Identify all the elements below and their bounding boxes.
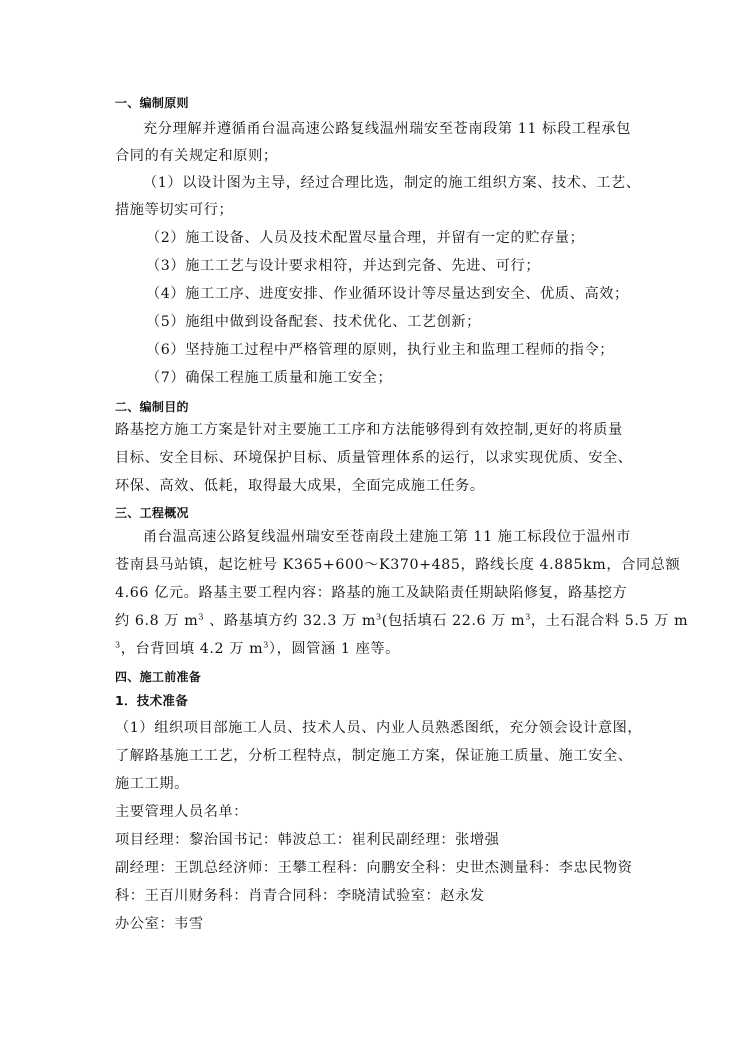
- section-2-heading: 二、编制目的: [115, 400, 189, 414]
- text-span: 、路基填方约 32.3 万 m: [204, 613, 377, 629]
- paragraph-line: 目标、安全目标、环境保护目标、质量管理体系的运行，以求实现优质、安全、: [115, 450, 633, 466]
- staff-list-line: 副经理：王凯总经济师：王攀工程科：向鹏安全科：史世杰测量科：李忠民物资: [115, 860, 633, 876]
- staff-list-title: 主要管理人员名单：: [115, 804, 249, 820]
- paragraph-line: 充分理解并遵循甬台温高速公路复线温州瑞安至苍南段第 11 标段工程承包: [143, 121, 631, 137]
- staff-list-line: 项目经理：黎治国书记：韩波总工：崔利民副经理：张增强: [115, 832, 500, 848]
- paragraph-line: 4.66 亿元。路基主要工程内容：路基的施工及缺陷责任期缺陷修复，路基挖方: [115, 585, 628, 601]
- superscript: 3: [525, 612, 531, 622]
- principle-item-4: （4）施工工序、进度安排、作业循环设计等尽量达到安全、优质、高效；: [146, 286, 629, 302]
- paragraph-line: 路基挖方施工方案是针对主要施工工序和方法能够得到有效控制,更好的将质量: [115, 422, 623, 438]
- paragraph-line: [115, 639, 645, 659]
- subsection-heading: 1．技术准备: [115, 693, 188, 708]
- staff-list-line: 办公室：韦雪: [115, 916, 204, 932]
- paragraph-line: （1）组织项目部施工人员、技术人员、内业人员熟悉图纸，充分领会设计意图，: [115, 720, 643, 736]
- text-span: ），圆管涵 1 座等。: [268, 641, 400, 657]
- paragraph-line: 合同的有关规定和原则；: [115, 148, 278, 164]
- text-span: (包括填石 22.6 万 m: [381, 613, 526, 629]
- section-1-heading: 一、编制原则: [115, 96, 189, 110]
- principle-item-5: （5）施组中做到设备配套、技术优化、工艺创新；: [146, 314, 481, 330]
- principle-item-2: （2）施工设备、人员及技术配置尽量合理，并留有一定的贮存量；: [146, 230, 585, 246]
- superscript: 3: [115, 640, 121, 650]
- principle-item-3: （3）施工工艺与设计要求相符，并达到完备、先进、可行；: [146, 258, 541, 274]
- principle-item-7: （7）确保工程施工质量和施工安全；: [146, 370, 393, 386]
- principle-item-1: （1）以设计图为主导，经过合理比选，制定的施工组织方案、技术、工艺、: [143, 175, 641, 191]
- staff-list-line: 科：王百川财务科：肖青合同科：李晓清试验室：赵永发: [115, 888, 485, 904]
- paragraph-line: 甬台温高速公路复线温州瑞安至苍南段土建施工第 11 施工标段位于温州市: [143, 529, 631, 545]
- principle-item-1-cont: 措施等切实可行；: [115, 202, 234, 218]
- paragraph-line: 苍南县马站镇，起讫桩号 K365+600～K370+485，路线长度 4.885km，合同总额: [115, 557, 681, 573]
- text-span: ，土石混合料 5.5 万 m: [530, 613, 689, 629]
- paragraph-line: 了解路基施工工艺，分析工程特点，制定施工方案，保证施工质量、施工安全、: [115, 748, 633, 764]
- section-3-heading: 三、工程概况: [115, 506, 189, 520]
- superscript: 3: [376, 612, 382, 622]
- text-span: 约 6.8 万 m: [115, 613, 199, 629]
- superscript: 3: [263, 640, 269, 650]
- superscript: 3: [198, 612, 205, 622]
- section-4-heading: 四、施工前准备: [115, 670, 202, 684]
- text-span: ，台背回填 4.2 万 m: [120, 641, 264, 657]
- paragraph-line: [115, 611, 689, 631]
- paragraph-line: 环保、高效、低耗，取得最大成果，全面完成施工任务。: [115, 478, 485, 494]
- paragraph-line: 施工工期。: [115, 776, 189, 792]
- principle-item-6: （6）坚持施工过程中严格管理的原则，执行业主和监理工程师的指令；: [146, 342, 615, 358]
